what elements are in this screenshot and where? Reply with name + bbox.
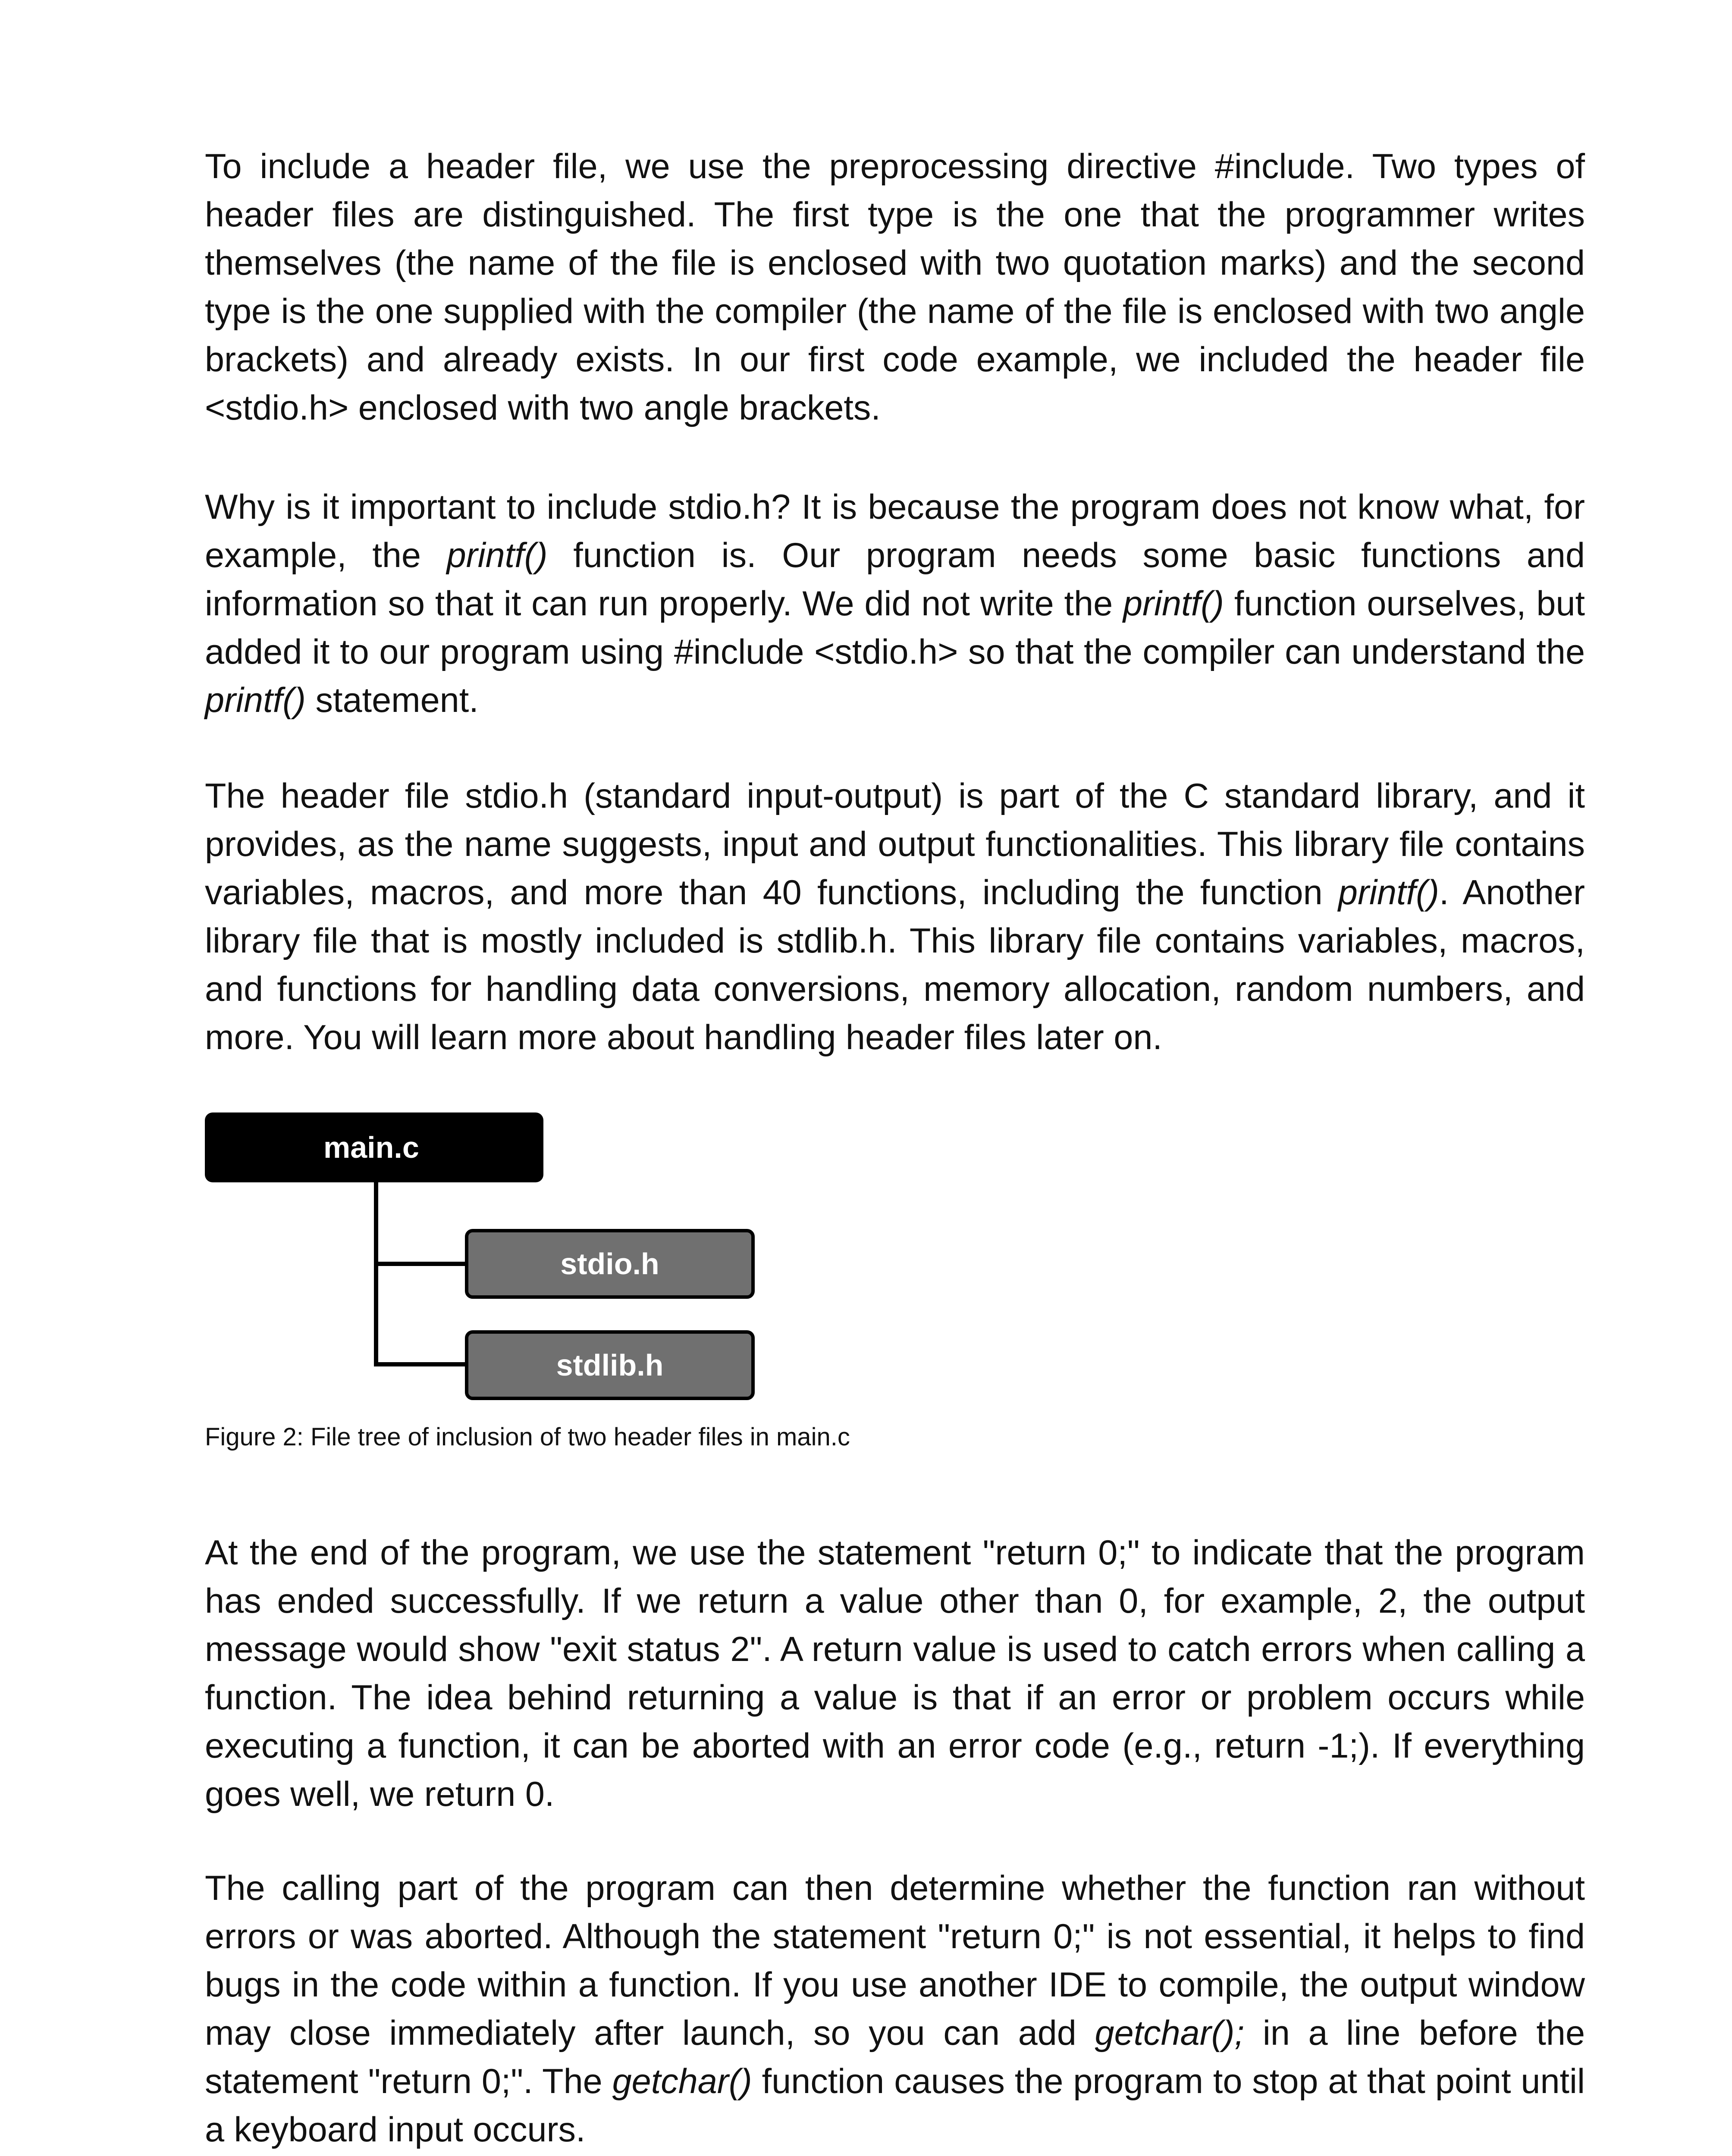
tree-connector-stdlib bbox=[374, 1362, 466, 1366]
paragraph-getchar bbox=[205, 1864, 1585, 2154]
tree-node-stdio-h: stdio.h bbox=[465, 1229, 755, 1299]
tree-node-stdlib-h: stdlib.h bbox=[465, 1330, 755, 1400]
code-term-getchar: getchar(); bbox=[1095, 2014, 1245, 2053]
paragraph-stdio-library bbox=[205, 772, 1585, 1062]
figure-caption: Figure 2: File tree of inclusion of two header files in main.c bbox=[205, 1423, 850, 1451]
paragraph-header-files-intro: To include a header file, we use the preprocessing directive #include. Two types of header files are distinguished. The first type is the one that the programmer writes themselves (the name of the file is enclosed with two quotation marks) and the second type is the one supplied with the compiler (the name of the file is enclosed with two angle brackets) and already exists. In our first code example, we included the header file <stdio.h> enclosed with two angle brackets. bbox=[205, 147, 1585, 427]
tree-connector-stdio bbox=[374, 1262, 466, 1266]
tree-connector-vertical bbox=[374, 1182, 378, 1366]
tree-node-main-c: main.c bbox=[205, 1112, 543, 1182]
text-span: The header file stdio.h (standard input-output) is part of the C standard library, and it provides, as the name suggests, input and output functionalities. This library file contains variables, macros, and more than 40 functions, including the function bbox=[205, 777, 1585, 912]
code-term-printf: printf() bbox=[446, 536, 548, 575]
text-span: Why is it important to include stdio.h? It is because the program does not know what, for example, the bbox=[205, 488, 1585, 575]
text-span: . Another library file that is mostly included is stdlib.h. This library file contains variables, macros, and functions for handling data conversions, memory allocation, random numbers, and more. You will learn more about handling header files later on. bbox=[205, 873, 1585, 1057]
file-tree-figure bbox=[205, 1112, 809, 1414]
text-span: The calling part of the program can then determine whether the function ran without errors or was aborted. Although the statement "return 0;" is not essential, it helps to find bugs in the code within a function. If you use another IDE to compile, the output window may close immediately after launch, so you can add bbox=[205, 1869, 1585, 2053]
text-span: function is. Our program needs some basic functions and information so that it can run properly. We did not write the bbox=[205, 536, 1585, 623]
text-span: function ourselves, but added it to our program using #include <stdio.h> so that the compiler can understand the bbox=[205, 584, 1585, 671]
code-term-getchar: getchar() bbox=[612, 2062, 752, 2101]
text-span: in a line before the statement "return 0;". The bbox=[205, 2014, 1585, 2101]
text-span: statement. bbox=[306, 681, 479, 720]
code-term-printf: printf() bbox=[1338, 873, 1439, 912]
code-term-printf: printf() bbox=[205, 681, 306, 720]
paragraph-return-value: At the end of the program, we use the statement "return 0;" to indicate that the program has ended successfully. If we return a value other than 0, for example, 2, the output message would show "exit status 2". A return value is used to catch errors when calling a function. The idea behind returning a value is that if an error or problem occurs while executing a function, it can be aborted with an error code (e.g., return -1;). If everything goes well, we return 0. bbox=[205, 1533, 1585, 1814]
paragraph-why-stdio bbox=[205, 483, 1585, 724]
text-span: function causes the program to stop at that point until a keyboard input occurs. bbox=[205, 2062, 1585, 2149]
code-term-printf: printf() bbox=[1123, 584, 1224, 623]
